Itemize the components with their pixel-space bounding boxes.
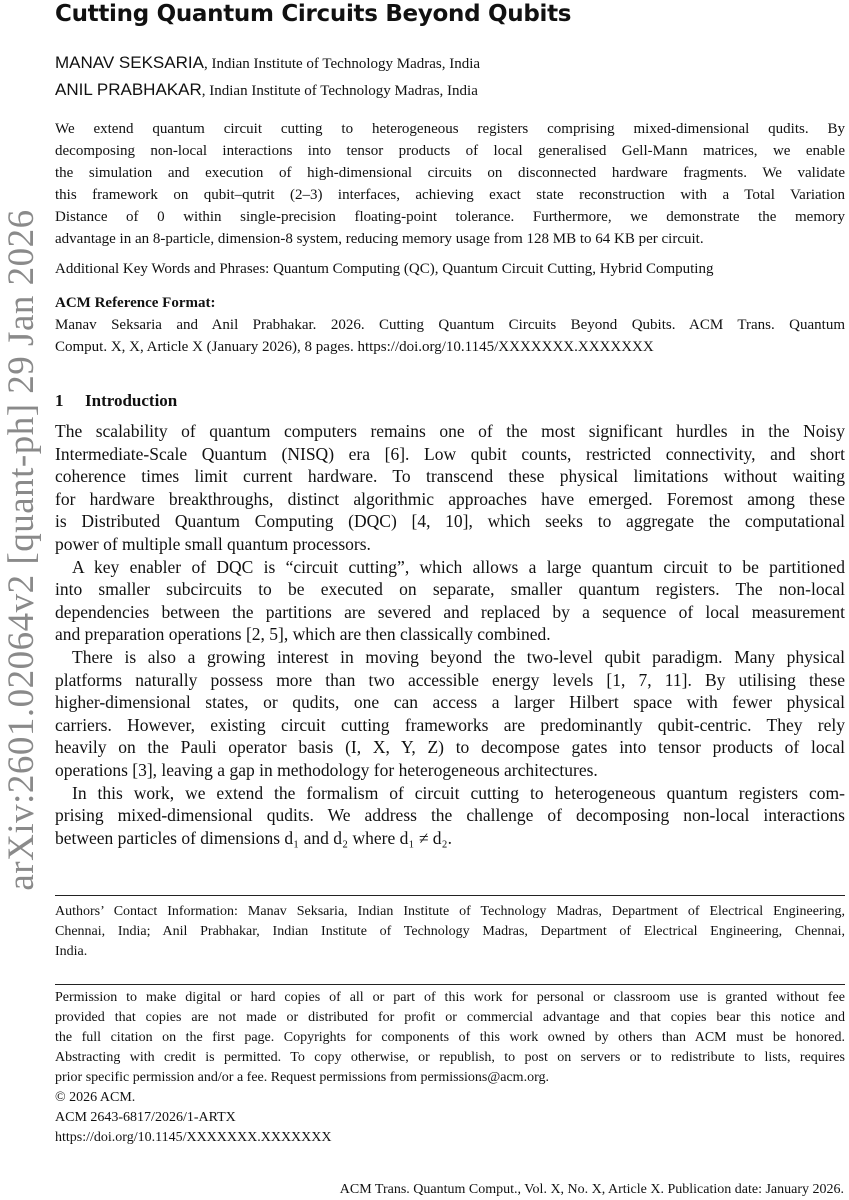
permission-text [55, 988, 845, 1088]
text-line: Chennai, India; Anil Prabhakar, Indian Institute of Technology Madras, Department of Electrical Engineering, Chennai, [55, 924, 845, 939]
text-line: In this work, we extend the formalism of circuit cutting to heterogeneous quantum registers com- [72, 782, 845, 803]
text-line: dependencies between the partitions are severed and replaced by a sequence of local measurement [55, 601, 845, 622]
body-text [55, 420, 845, 849]
acm-reference-text [55, 314, 845, 358]
page-footer: ACM Trans. Quantum Comput., Vol. X, No. X, Article X. Publication date: January 2026. [339, 1182, 844, 1197]
text-line: © 2026 ACM. [55, 1090, 136, 1105]
text-line: prior specific permission and/or a fee. Request permissions from permissions@acm.org. [55, 1070, 549, 1085]
text-line: India. [55, 944, 88, 959]
acm-reference-heading: ACM Reference Format: [55, 295, 216, 311]
text-line: Intermediate-Scale Quantum (NISQ) era [6]. Low qubit counts, restricted connectivity, and short [55, 443, 845, 464]
author-name: ANIL PRABHAKAR [55, 80, 202, 99]
author [55, 50, 845, 77]
text-line: higher-dimensional states, or qudits, one can access a larger Hilbert space with fewer physical [55, 692, 845, 713]
text-line: Manav Seksaria and Anil Prabhakar. 2026. Cutting Quantum Circuits Beyond Qubits. ACM Trans. Quantum [55, 317, 845, 333]
paragraph [55, 420, 845, 556]
text-line: into smaller subcircuits to be executed on separate, smaller quantum registers. The non-local [55, 579, 845, 600]
paragraph [55, 646, 845, 782]
text-line: between particles of dimensions d₁ and d₂ where d₁ ≠ d₂. [55, 827, 453, 848]
section-number: 1 [55, 391, 64, 410]
text-line: carriers. However, existing circuit cutting frameworks are predominantly qubit-centric. They rely [55, 714, 845, 735]
copyright-info [55, 1088, 845, 1148]
text-line: this framework on qubit–qutrit (2–3) interfaces, achieving exact state reconstruction with a Total Variation [55, 187, 845, 203]
text-line: for hardware breakthroughs, distinct algorithmic approaches have emerged. Foremost among these [55, 488, 845, 509]
paper-title: Cutting Quantum Circuits Beyond Qubits [55, 1, 572, 27]
paragraph [55, 782, 845, 850]
text-line: decomposing non-local interactions into tensor products of local generalised Gell-Mann matrices, we enable [55, 143, 845, 159]
text-line: We extend quantum circuit cutting to heterogeneous registers comprising mixed-dimensional qudits. By [55, 121, 845, 137]
text-line: heavily on the Pauli operator basis (I, X, Y, Z) to decompose gates into tensor products of local [55, 737, 845, 758]
text-line: the full citation on the first page. Copyrights for components of this work owned by others than ACM must be honored. [55, 1030, 845, 1045]
text-line: prising mixed-dimensional qudits. We address the challenge of decomposing non-local interactions [55, 805, 845, 826]
text-line: Abstracting with credit is permitted. To copy otherwise, or republish, to post on servers or to redistribute to lists, requires [55, 1050, 845, 1065]
abstract [55, 118, 845, 250]
text-line: the simulation and execution of high-dimensional circuits on disconnected hardware fragments. We validate [55, 165, 845, 181]
footnote-divider [55, 895, 845, 896]
text-line: platforms naturally possess more than two accessible energy levels [1, 7, 11]. By utilising these [55, 669, 845, 690]
text-line: advantage in an 8-particle, dimension-8 system, reducing memory usage from 128 MB to 64 KB per circuit. [55, 231, 704, 247]
section-title: Introduction [85, 391, 178, 410]
arxiv-stamp: arXiv:2601.02064v2 [quant-ph] 29 Jan 2026 [1, 209, 42, 891]
text-line: coherence times limit current hardware. To transcend these physical limitations without waiting [55, 466, 845, 487]
section-heading [55, 389, 845, 413]
text-line: There is also a growing interest in moving beyond the two-level qubit paradigm. Many physical [72, 646, 845, 667]
text-line: Distance of 0 within single-precision floating-point tolerance. Furthermore, we demonstrate the memory [55, 209, 845, 225]
author-affiliation: , Indian Institute of Technology Madras, India [203, 56, 481, 72]
author-contact-info [55, 902, 845, 962]
text-line: operations [3], leaving a gap in methodology for heterogeneous architectures. [55, 759, 598, 780]
permission-divider [55, 984, 845, 985]
text-line: ACM 2643-6817/2026/1-ARTX [55, 1110, 236, 1125]
keywords: Additional Key Words and Phrases: Quantum Computing (QC), Quantum Circuit Cutting, Hybrid Computing [55, 261, 714, 277]
acm-reference-format [55, 292, 845, 358]
text-line: A key enabler of DQC is “circuit cutting”, which allows a large quantum circuit to be partitioned [72, 556, 845, 577]
text-line: Authors’ Contact Information: Manav Seksaria, Indian Institute of Technology Madras, Department of Electrical Engineering, [55, 904, 845, 919]
text-line: is Distributed Quantum Computing (DQC) [4, 10], which seeks to aggregate the computational [55, 511, 845, 532]
author-affiliation: , Indian Institute of Technology Madras, India [201, 83, 478, 99]
text-line: Permission to make digital or hard copies of all or part of this work for personal or classroom use is granted without fee [55, 990, 845, 1005]
author-list [55, 50, 845, 104]
text-line: The scalability of quantum computers remains one of the most significant hurdles in the Noisy [55, 421, 845, 441]
text-line: and preparation operations [2, 5], which are then classically combined. [55, 624, 551, 645]
text-line: provided that copies are not made or distributed for profit or commercial advantage and that copies bear this notice and [55, 1010, 845, 1025]
permission-notice [55, 988, 845, 1148]
text-line: Comput. X, X, Article X (January 2026), 8 pages. https://doi.org/10.1145/XXXXXXX.XXXXXXX [55, 339, 654, 355]
text-line: https://doi.org/10.1145/XXXXXXX.XXXXXXX [55, 1130, 332, 1145]
text-line: power of multiple small quantum processors. [55, 533, 371, 554]
author [55, 77, 845, 104]
author-name: MANAV SEKSARIA [55, 53, 204, 72]
paragraph [55, 556, 845, 646]
